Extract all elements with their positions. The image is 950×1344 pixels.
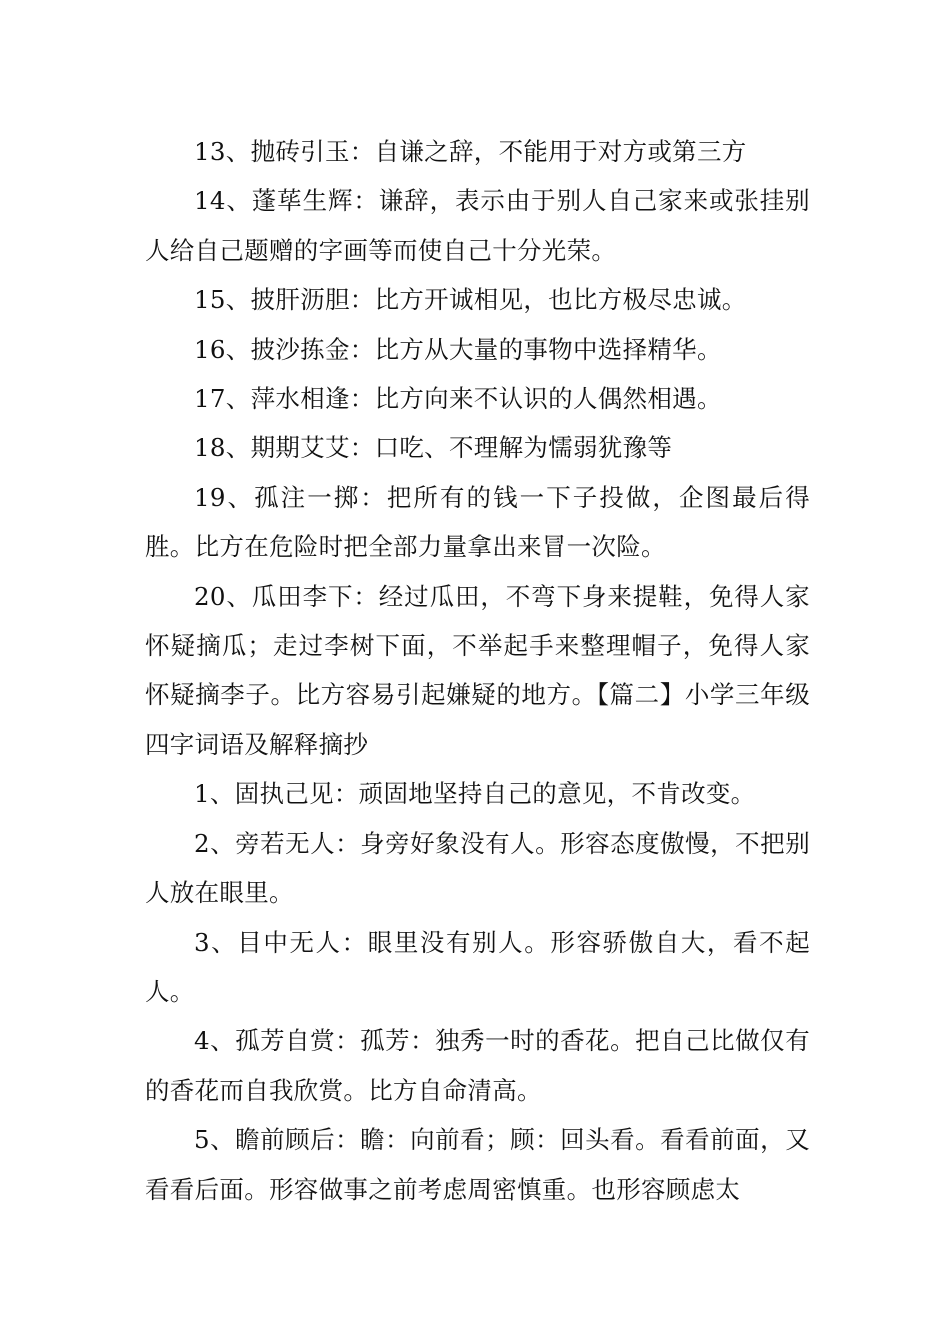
paragraph-item-1: 1、固执己见：顽固地坚持自己的意见，不肯改变。 bbox=[194, 779, 756, 809]
paragraph-item-20: 20、瓜田李下：经过瓜田，不弯下身来提鞋，免得人家怀疑摘瓜；走过李树下面，不举起手来整理帽子，免得人家怀疑摘李子。比方容易引起嫌疑的地方。【篇二】小学三年级四字词语及解释摘抄 bbox=[145, 581, 810, 759]
paragraph-item-17: 17、萍水相逢：比方向来不认识的人偶然相遇。 bbox=[194, 384, 722, 414]
paragraph-item-19: 19、孤注一掷：把所有的钱一下子投做，企图最后得胜。比方在危险时把全部力量拿出来冒一次险。 bbox=[145, 482, 810, 562]
paragraph-item-18: 18、期期艾艾：口吃、不理解为懦弱犹豫等 bbox=[194, 433, 673, 463]
paragraph-item-3: 3、目中无人：眼里没有别人。形容骄傲自大，看不起人。 bbox=[145, 927, 810, 1006]
paragraph-item-16: 16、披沙拣金：比方从大量的事物中选择精华。 bbox=[194, 334, 722, 364]
paragraph-item-2: 2、旁若无人：身旁好象没有人。形容态度傲慢，不把别人放在眼里。 bbox=[145, 828, 810, 908]
paragraph-item-14: 14、蓬荜生辉：谦辞，表示由于别人自己家来或张挂别人给自己题赠的字画等而使自己十分光荣。 bbox=[145, 186, 810, 265]
paragraph-item-15: 15、披肝沥胆：比方开诚相见，也比方极尽忠诚。 bbox=[194, 285, 747, 315]
paragraph-item-13: 13、抛砖引玉：自谦之辞，不能用于对方或第三方 bbox=[194, 137, 747, 166]
document-body bbox=[145, 127, 810, 1214]
paragraph-item-5: 5、瞻前顾后：瞻：向前看；顾：回头看。看看前面，又看看后面。形容做事之前考虑周密慎重。也形容顾虑太 bbox=[145, 1125, 810, 1204]
paragraph-item-4: 4、孤芳自赏：孤芳：独秀一时的香花。把自己比做仅有的香花而自我欣赏。比方自命清高。 bbox=[145, 1026, 810, 1105]
